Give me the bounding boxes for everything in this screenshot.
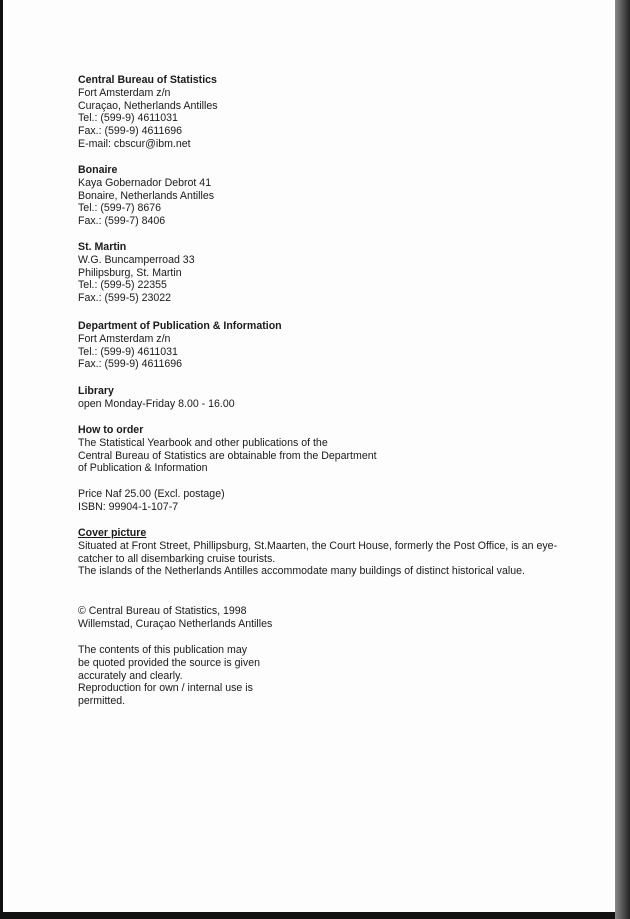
hours-line: open Monday-Friday 8.00 - 16.00 xyxy=(78,397,235,410)
copyright-section xyxy=(78,605,272,631)
phone-line: Tel.: (599-5) 22355 xyxy=(78,279,167,292)
text-line: The islands of the Netherlands Antilles accommodate many buildings of distinct historical value. xyxy=(78,565,525,578)
phone-line: Tel.: (599-7) 8676 xyxy=(78,202,162,215)
copyright-line: © Central Bureau of Statistics, 1998 xyxy=(78,605,247,617)
text-line: be quoted provided the source is given xyxy=(78,656,260,669)
library-title: Library xyxy=(78,385,114,397)
text-line: Situated at Front Street, Phillipsburg, St.Maarten, the Court House, formerly the Post Office, is an eye- xyxy=(78,539,558,552)
scan-edge-shadow xyxy=(615,0,630,919)
cbs-title: Central Bureau of Statistics xyxy=(78,74,217,86)
address-line: W.G. Buncamperroad 33 xyxy=(78,253,195,266)
dept-title: Department of Publication & Information xyxy=(78,320,282,332)
price-line: Price Naf 25.00 (Excl. postage) xyxy=(78,488,225,500)
document-page xyxy=(3,0,615,912)
bonaire-title: Bonaire xyxy=(78,164,118,176)
text-line: The contents of this publication may xyxy=(78,644,248,656)
cbs-section xyxy=(78,74,218,151)
text-line: The Statistical Yearbook and other publications of the xyxy=(78,436,328,449)
email-line: E-mail: cbscur@ibm.net xyxy=(78,137,191,150)
price-section xyxy=(78,488,225,514)
bonaire-section xyxy=(78,164,214,228)
fax-line: Fax.: (599-9) 4611696 xyxy=(78,358,183,371)
phone-line: Tel.: (599-9) 4611031 xyxy=(78,112,178,125)
fax-line: Fax.: (599-7) 8406 xyxy=(78,215,166,228)
contents-section xyxy=(78,644,260,708)
text-line: catcher to all disembarking cruise tourists. xyxy=(78,552,276,565)
address-line: Curaçao, Netherlands Antilles xyxy=(78,99,218,112)
library-section xyxy=(78,385,235,411)
dept-section xyxy=(78,320,282,371)
location-line: Willemstad, Curaçao Netherlands Antilles xyxy=(78,617,273,630)
order-title: How to order xyxy=(78,424,144,436)
cover-section xyxy=(78,527,557,578)
phone-line: Tel.: (599-9) 4611031 xyxy=(78,345,178,358)
address-line: Kaya Gobernador Debrot 41 xyxy=(78,176,212,189)
address-line: Fort Amsterdam z/n xyxy=(78,332,171,345)
text-line: accurately and clearly. xyxy=(78,669,183,682)
text-line: Central Bureau of Statistics are obtainable from the Department xyxy=(78,449,377,462)
address-line: Bonaire, Netherlands Antilles xyxy=(78,189,215,202)
isbn-line: ISBN: 99904-1-107-7 xyxy=(78,500,179,513)
stmartin-title: St. Martin xyxy=(78,241,127,253)
text-line: permitted. xyxy=(78,695,126,708)
address-line: Fort Amsterdam z/n xyxy=(78,86,171,99)
stmartin-section xyxy=(78,241,195,305)
fax-line: Fax.: (599-5) 23022 xyxy=(78,292,172,305)
text-line: of Publication & Information xyxy=(78,462,208,475)
address-line: Philipsburg, St. Martin xyxy=(78,266,182,279)
text-line: Reproduction for own / internal use is xyxy=(78,682,253,695)
fax-line: Fax.: (599-9) 4611696 xyxy=(78,125,183,138)
cover-title: Cover picture xyxy=(78,527,147,539)
order-section xyxy=(78,424,377,475)
